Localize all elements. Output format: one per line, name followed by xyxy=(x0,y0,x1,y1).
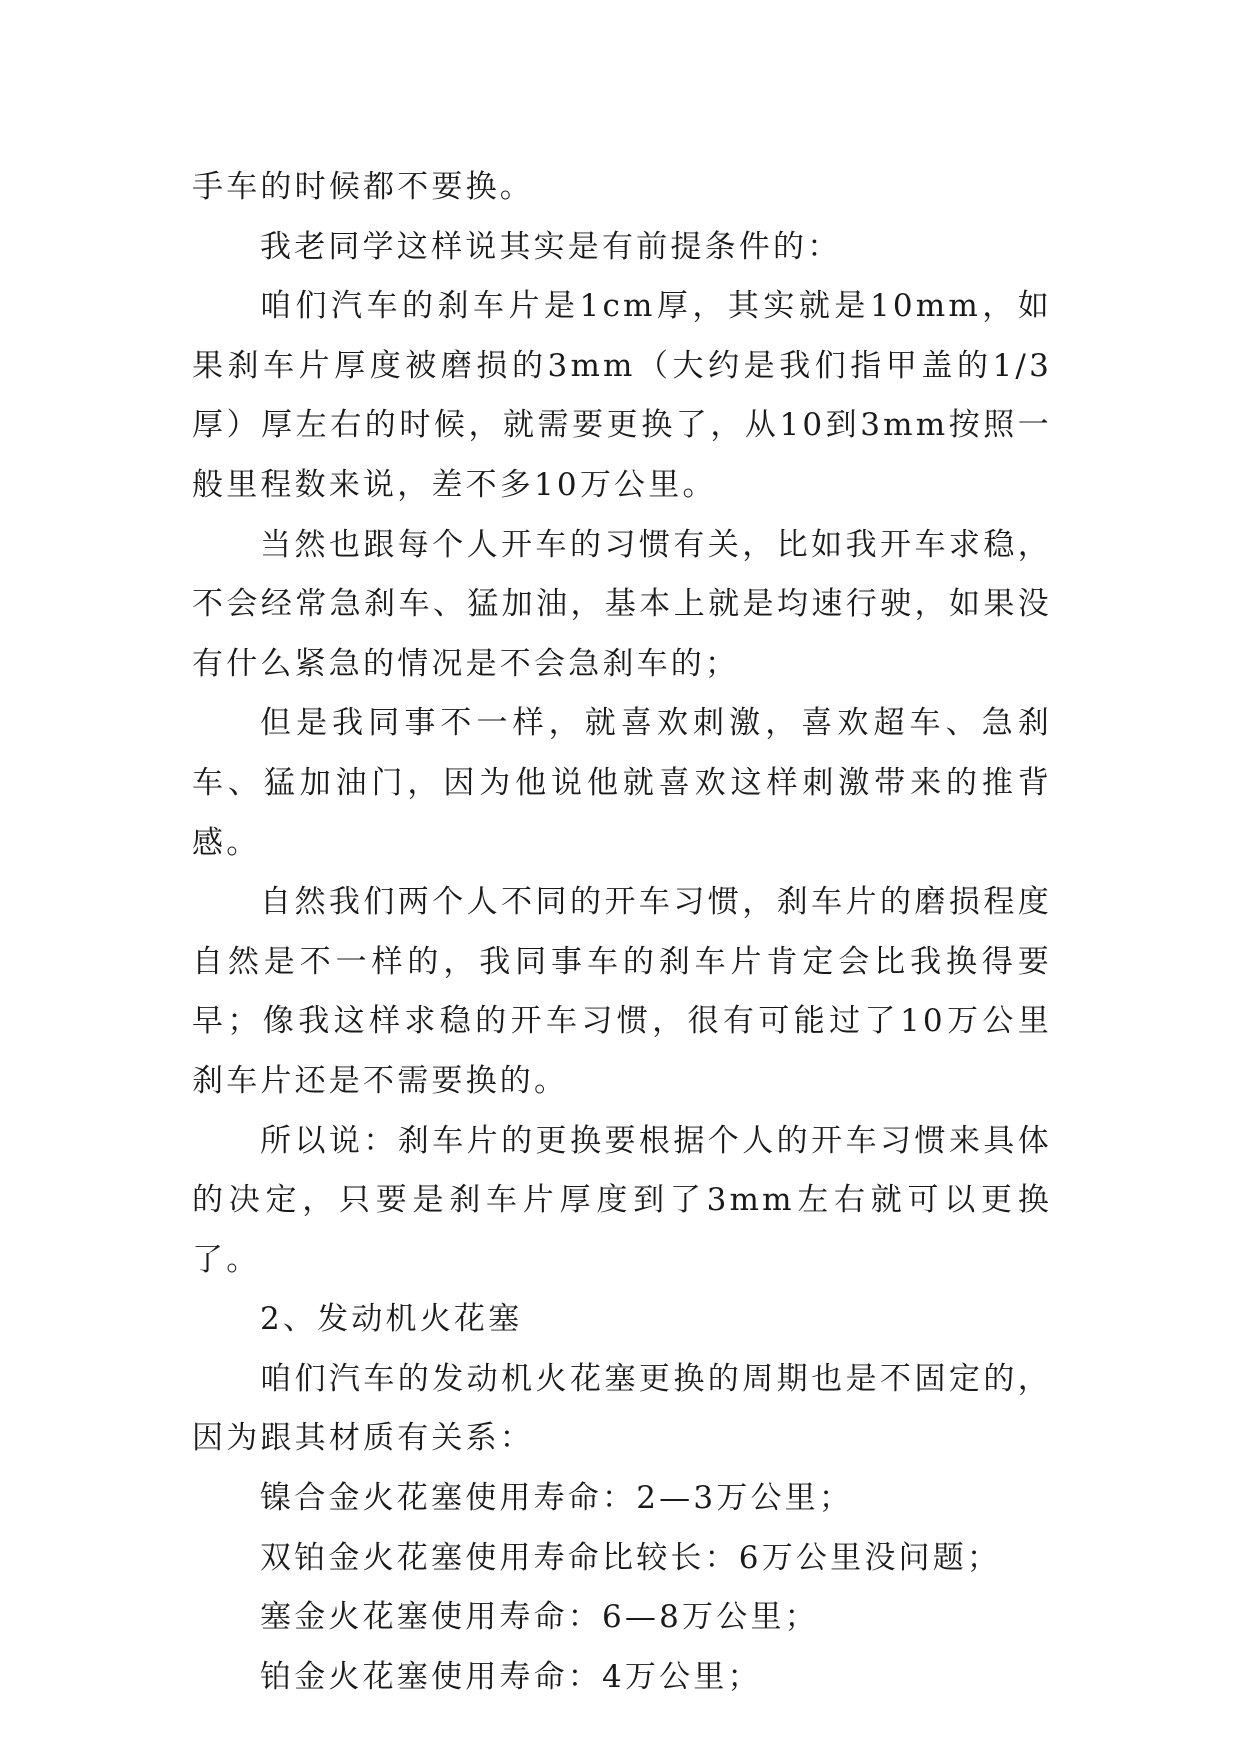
paragraph-brake-conclusion: 所以说：刹车片的更换要根据个人的开车习惯来具体的决定，只要是刹车片厚度到了3mm左右就可以更换了。 xyxy=(192,1122,1052,1278)
paragraph-driving-habit-colleague: 但是我同事不一样，就喜欢刺激，喜欢超车、急刹车、猛加油门，因为他说他就喜欢这样刺激带来的推背感。 xyxy=(192,705,1052,861)
paragraph-wear-comparison: 自然我们两个人不同的开车习惯，刹车片的磨损程度自然是不一样的，我同事车的刹车片肯定会比我换得要早；像我这样求稳的开车习惯，很有可能过了10万公里刹车片还是不需要换的。 xyxy=(192,884,1052,1099)
list-item-double-platinum: 双铂金火花塞使用寿命比较长：6万公里没问题； xyxy=(260,1539,1002,1576)
paragraph-premise: 我老同学这样说其实是有前提条件的： xyxy=(260,228,842,265)
list-item-gold: 塞金火花塞使用寿命：6—8万公里； xyxy=(260,1599,819,1636)
list-item-nickel-alloy: 镍合金火花塞使用寿命：2—3万公里； xyxy=(260,1480,854,1517)
paragraph-brake-pad-thickness: 咱们汽车的刹车片是1cm厚，其实就是10mm，如果刹车片厚度被磨损的3mm（大约是我们指甲盖的1/3厚）厚左右的时候，就需要更换了，从10到3mm按照一般里程数来说，差不多10万公里。 xyxy=(192,288,1052,503)
paragraph-driving-habit-steady: 当然也跟每个人开车的习惯有关，比如我开车求稳，不会经常急刹车、猛加油，基本上就是均速行驶，如果没有什么紧急的情况是不会急刹车的； xyxy=(192,526,1052,682)
paragraph-continuation: 手车的时候都不要换。 xyxy=(192,169,534,205)
paragraph-spark-plug-intro: 咱们汽车的发动机火花塞更换的周期也是不固定的，因为跟其材质有关系： xyxy=(192,1360,1052,1457)
list-item-platinum: 铂金火花塞使用寿命：4万公里； xyxy=(260,1658,762,1695)
section-heading-spark-plug: 2、发动机火花塞 xyxy=(260,1301,523,1338)
body-text xyxy=(192,158,1052,1707)
